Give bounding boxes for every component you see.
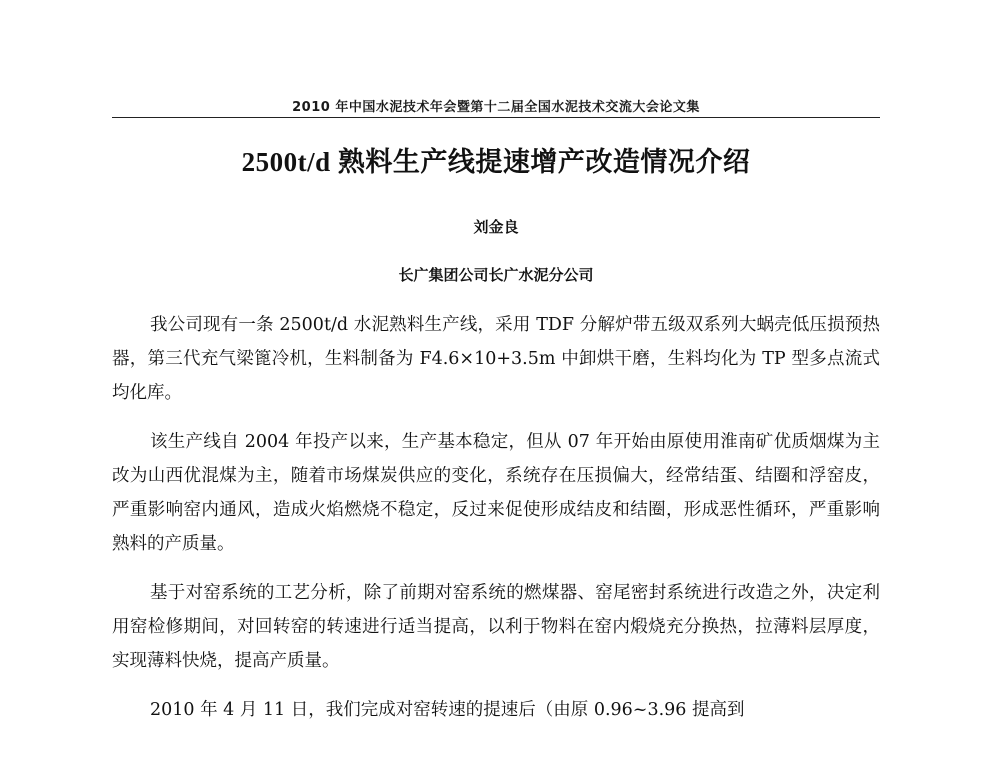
author-name: 刘金良 <box>473 218 519 236</box>
paper-title: 2500t/d 熟料生产线提速增产改造情况介绍 <box>241 147 751 177</box>
paragraph: 基于对窑系统的工艺分析，除了前期对窑系统的燃煤器、窑尾密封系统进行改造之外，决定利用窑检修期间，对回转窑的转速进行适当提高，以利于物料在窑内煅烧充分换热，拉薄料层厚度，实现薄料快烧，提高产质量。 <box>112 583 880 671</box>
header-rule <box>112 117 880 118</box>
body-text <box>112 308 880 742</box>
running-header: 2010 年中国水泥技术年会暨第十二届全国水泥技术交流大会论文集 <box>292 100 700 115</box>
author-affiliation: 长广集团公司长广水泥分公司 <box>398 266 594 284</box>
paragraph: 2010 年 4 月 11 日，我们完成对窑转速的提速后（由原 0.96~3.96 提高到 <box>150 700 745 720</box>
paragraph: 该生产线自 2004 年投产以来，生产基本稳定，但从 07 年开始由原使用淮南矿优质烟煤为主改为山西优混煤为主，随着市场煤炭供应的变化，系统存在压损偏大，经常结蛋、结圈和浮窑皮，严重影响窑内通风，造成火焰燃烧不稳定，反过来促使形成结皮和结圈，形成恶性循环，严重影响熟料的产质量。 <box>112 432 880 554</box>
paragraph: 我公司现有一条 2500t/d 水泥熟料生产线，采用 TDF 分解炉带五级双系列大蜗壳低压损预热器，第三代充气梁篦冷机，生料制备为 F4.6×10+3.5m 中卸烘干磨，生料均化为 TP 型多点流式均化库。 <box>112 315 880 403</box>
